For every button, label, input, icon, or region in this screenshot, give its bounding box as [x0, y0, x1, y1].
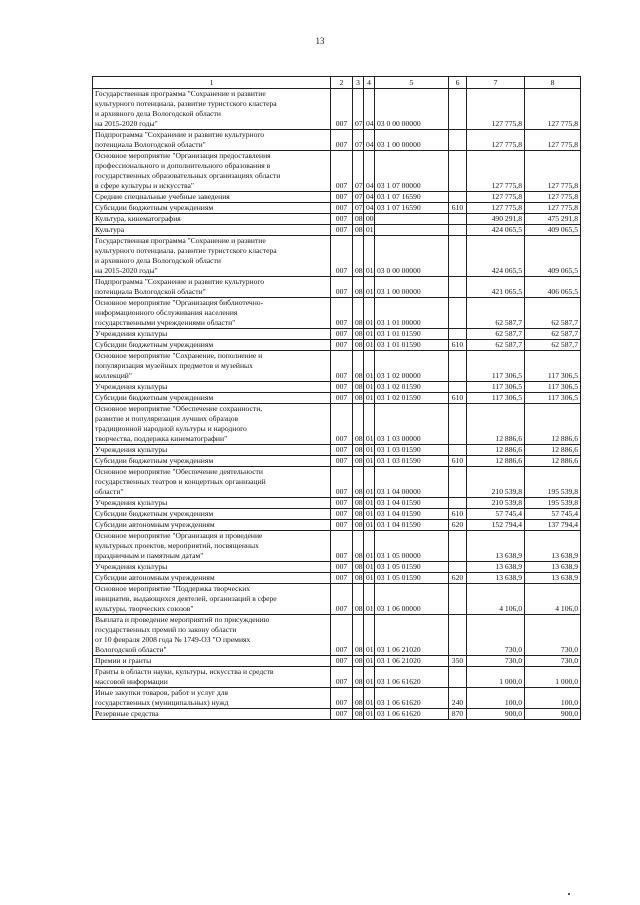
table-row — [93, 89, 581, 130]
row-admin-code: 007 — [331, 298, 353, 329]
row-admin-code: 007 — [331, 130, 353, 151]
row-subsection: 01 — [364, 520, 375, 531]
row-name: Учреждения культуры — [93, 562, 331, 573]
table-row — [93, 456, 581, 467]
row-admin-code: 007 — [331, 520, 353, 531]
table-row — [93, 498, 581, 509]
row-admin-code: 007 — [331, 277, 353, 298]
row-amount-2: 117 306,5 — [525, 351, 581, 382]
row-target-article: 03 1 04 01590 — [375, 498, 449, 509]
table-row — [93, 467, 581, 498]
row-name: Подпрограмма "Сохранение и развитие культурного потенциала Вологодской области" — [93, 277, 331, 298]
row-name: Учреждения культуры — [93, 329, 331, 340]
row-name: Учреждения культуры — [93, 382, 331, 393]
table-row — [93, 615, 581, 656]
page-number: 13 — [315, 36, 325, 46]
row-name: Культура — [93, 225, 331, 236]
row-expense-type — [449, 277, 467, 298]
row-amount-2: 409 065,5 — [525, 236, 581, 277]
row-subsection: 01 — [364, 329, 375, 340]
row-amount-1: 490 291,8 — [467, 214, 525, 225]
row-amount-2: 406 065,5 — [525, 277, 581, 298]
row-section: 08 — [353, 445, 364, 456]
row-amount-2: 475 291,8 — [525, 214, 581, 225]
table-row — [93, 203, 581, 214]
row-admin-code: 007 — [331, 498, 353, 509]
row-target-article: 03 1 02 00000 — [375, 351, 449, 382]
row-name: Основное мероприятие "Сохранение, пополнение и популяризация музейных предметов и музейных коллекций" — [93, 351, 331, 382]
row-section: 08 — [353, 520, 364, 531]
row-amount-2: 127 775,8 — [525, 130, 581, 151]
row-target-article: 03 1 05 01590 — [375, 562, 449, 573]
row-section: 08 — [353, 688, 364, 709]
row-amount-2: 57 745,4 — [525, 509, 581, 520]
row-admin-code: 007 — [331, 688, 353, 709]
row-admin-code: 007 — [331, 225, 353, 236]
row-expense-type: 620 — [449, 520, 467, 531]
row-subsection: 04 — [364, 130, 375, 151]
row-subsection: 04 — [364, 192, 375, 203]
table-row — [93, 340, 581, 351]
row-expense-type — [449, 467, 467, 498]
row-target-article: 03 1 07 16590 — [375, 203, 449, 214]
row-amount-2: 117 306,5 — [525, 393, 581, 404]
row-amount-1: 117 306,5 — [467, 393, 525, 404]
row-amount-2: 900,0 — [525, 709, 581, 720]
row-admin-code: 007 — [331, 531, 353, 562]
row-admin-code: 007 — [331, 667, 353, 688]
row-name: Субсидии бюджетным учреждениям — [93, 393, 331, 404]
table-row — [93, 214, 581, 225]
row-section: 08 — [353, 573, 364, 584]
row-admin-code: 007 — [331, 329, 353, 340]
row-amount-1: 421 065,5 — [467, 277, 525, 298]
row-expense-type — [449, 562, 467, 573]
row-section: 08 — [353, 584, 364, 615]
row-section: 08 — [353, 709, 364, 720]
budget-table — [92, 76, 581, 720]
row-amount-1: 117 306,5 — [467, 351, 525, 382]
row-name: Основное мероприятие "Обеспечение деятельности государственных театров и концертных организаций области" — [93, 467, 331, 498]
row-amount-2: 409 065,5 — [525, 225, 581, 236]
row-section: 08 — [353, 351, 364, 382]
row-amount-1: 13 638,9 — [467, 562, 525, 573]
row-section: 08 — [353, 236, 364, 277]
header-col-4: 4 — [364, 77, 375, 89]
table-row — [93, 393, 581, 404]
row-subsection: 01 — [364, 393, 375, 404]
row-name: Премии и гранты — [93, 656, 331, 667]
row-amount-1: 117 306,5 — [467, 382, 525, 393]
row-subsection: 04 — [364, 151, 375, 192]
row-section: 08 — [353, 382, 364, 393]
row-target-article: 03 1 04 01590 — [375, 509, 449, 520]
row-admin-code: 007 — [331, 573, 353, 584]
row-admin-code: 007 — [331, 456, 353, 467]
row-subsection: 04 — [364, 89, 375, 130]
table-row — [93, 584, 581, 615]
row-amount-2: 4 106,0 — [525, 584, 581, 615]
row-subsection: 01 — [364, 467, 375, 498]
row-admin-code: 007 — [331, 151, 353, 192]
row-subsection: 04 — [364, 203, 375, 214]
row-subsection: 01 — [364, 709, 375, 720]
row-subsection: 01 — [364, 573, 375, 584]
row-amount-2: 12 886,6 — [525, 445, 581, 456]
row-section: 08 — [353, 329, 364, 340]
row-section: 08 — [353, 340, 364, 351]
row-amount-2: 195 539,8 — [525, 467, 581, 498]
row-target-article: 03 1 02 01590 — [375, 393, 449, 404]
row-expense-type — [449, 498, 467, 509]
scan-speck — [568, 893, 570, 895]
row-amount-2: 100,0 — [525, 688, 581, 709]
row-subsection: 01 — [364, 615, 375, 656]
row-amount-2: 13 638,9 — [525, 573, 581, 584]
row-subsection: 01 — [364, 667, 375, 688]
row-amount-2: 13 638,9 — [525, 531, 581, 562]
row-admin-code: 007 — [331, 393, 353, 404]
row-name: Субсидии автономным учреждениям — [93, 520, 331, 531]
row-target-article: 03 1 03 00000 — [375, 404, 449, 445]
row-expense-type: 610 — [449, 393, 467, 404]
row-amount-1: 210 539,8 — [467, 467, 525, 498]
row-expense-type: 610 — [449, 203, 467, 214]
row-amount-1: 4 106,0 — [467, 584, 525, 615]
row-section: 08 — [353, 656, 364, 667]
row-section: 08 — [353, 467, 364, 498]
table-row — [93, 688, 581, 709]
row-admin-code: 007 — [331, 656, 353, 667]
header-col-7: 7 — [467, 77, 525, 89]
row-section: 08 — [353, 531, 364, 562]
row-expense-type: 610 — [449, 456, 467, 467]
row-expense-type — [449, 89, 467, 130]
row-expense-type — [449, 404, 467, 445]
row-name: Иные закупки товаров, работ и услуг для государственных (муниципальных) нужд — [93, 688, 331, 709]
row-subsection: 01 — [364, 562, 375, 573]
table-row — [93, 329, 581, 340]
row-expense-type: 870 — [449, 709, 467, 720]
row-target-article: 03 1 06 21020 — [375, 615, 449, 656]
row-name: Основное мероприятие "Обеспечение сохранности, развитие и популяризация лучших образцов традиционной народной культуры и народного творчества, поддержка кинематографии" — [93, 404, 331, 445]
row-admin-code: 007 — [331, 351, 353, 382]
row-expense-type — [449, 214, 467, 225]
row-subsection: 01 — [364, 498, 375, 509]
row-section: 08 — [353, 404, 364, 445]
header-col-5: 5 — [375, 77, 449, 89]
row-target-article: 03 1 02 01590 — [375, 382, 449, 393]
row-target-article — [375, 225, 449, 236]
row-admin-code: 007 — [331, 203, 353, 214]
row-amount-2: 127 775,8 — [525, 192, 581, 203]
row-section: 07 — [353, 130, 364, 151]
table-row — [93, 298, 581, 329]
row-section: 08 — [353, 393, 364, 404]
table-row — [93, 277, 581, 298]
row-section: 07 — [353, 203, 364, 214]
table-row — [93, 445, 581, 456]
row-amount-1: 127 775,8 — [467, 192, 525, 203]
row-expense-type — [449, 584, 467, 615]
row-name: Основное мероприятие "Поддержка творческих инициатив, выдающихся деятелей, организаций в сфере культуры, творческих союзов" — [93, 584, 331, 615]
row-expense-type — [449, 531, 467, 562]
row-amount-1: 730,0 — [467, 656, 525, 667]
row-target-article: 03 1 06 21020 — [375, 656, 449, 667]
row-amount-2: 117 306,5 — [525, 382, 581, 393]
row-expense-type — [449, 351, 467, 382]
row-target-article: 03 1 05 01590 — [375, 573, 449, 584]
row-admin-code: 007 — [331, 562, 353, 573]
row-amount-2: 137 794,4 — [525, 520, 581, 531]
row-subsection: 01 — [364, 584, 375, 615]
row-section: 08 — [353, 456, 364, 467]
row-subsection: 01 — [364, 382, 375, 393]
row-target-article: 03 1 06 61620 — [375, 688, 449, 709]
row-expense-type — [449, 236, 467, 277]
row-subsection: 00 — [364, 214, 375, 225]
row-amount-2: 62 587,7 — [525, 340, 581, 351]
row-section: 08 — [353, 615, 364, 656]
row-admin-code: 007 — [331, 615, 353, 656]
row-expense-type — [449, 225, 467, 236]
row-section: 08 — [353, 498, 364, 509]
row-admin-code: 007 — [331, 340, 353, 351]
row-expense-type — [449, 298, 467, 329]
row-amount-1: 730,0 — [467, 615, 525, 656]
row-section: 08 — [353, 667, 364, 688]
row-subsection: 01 — [364, 277, 375, 298]
row-expense-type: 620 — [449, 573, 467, 584]
row-admin-code: 007 — [331, 236, 353, 277]
row-subsection: 01 — [364, 509, 375, 520]
row-subsection: 01 — [364, 531, 375, 562]
row-target-article: 03 1 01 01590 — [375, 340, 449, 351]
row-section: 08 — [353, 562, 364, 573]
row-subsection: 01 — [364, 340, 375, 351]
header-col-8: 8 — [525, 77, 581, 89]
row-admin-code: 007 — [331, 404, 353, 445]
row-target-article: 03 1 04 00000 — [375, 467, 449, 498]
row-expense-type — [449, 615, 467, 656]
table-row — [93, 656, 581, 667]
row-amount-1: 12 886,6 — [467, 456, 525, 467]
table-row — [93, 709, 581, 720]
row-target-article: 03 0 00 00000 — [375, 236, 449, 277]
row-admin-code: 007 — [331, 192, 353, 203]
row-amount-1: 127 775,8 — [467, 151, 525, 192]
row-amount-2: 62 587,7 — [525, 329, 581, 340]
row-admin-code: 007 — [331, 584, 353, 615]
row-name: Резервные средства — [93, 709, 331, 720]
row-section: 07 — [353, 151, 364, 192]
table-row — [93, 151, 581, 192]
row-amount-1: 424 065,5 — [467, 225, 525, 236]
row-amount-2: 1 000,0 — [525, 667, 581, 688]
row-name: Гранты в области науки, культуры, искусства и средств массовой информации — [93, 667, 331, 688]
row-target-article: 03 1 05 00000 — [375, 531, 449, 562]
table-row — [93, 351, 581, 382]
row-name: Основное мероприятие "Организация предоставления профессионального и дополнительного образования в государственных образовательных организациях области в сфере культуры и искусства" — [93, 151, 331, 192]
row-subsection: 01 — [364, 445, 375, 456]
row-amount-1: 62 587,7 — [467, 340, 525, 351]
row-amount-2: 62 587,7 — [525, 298, 581, 329]
table-row — [93, 382, 581, 393]
row-expense-type — [449, 667, 467, 688]
row-subsection: 01 — [364, 404, 375, 445]
row-amount-2: 12 886,6 — [525, 456, 581, 467]
table-row — [93, 225, 581, 236]
row-target-article: 03 1 06 61620 — [375, 709, 449, 720]
header-col-3: 3 — [353, 77, 364, 89]
row-amount-1: 1 000,0 — [467, 667, 525, 688]
row-section: 08 — [353, 214, 364, 225]
row-expense-type — [449, 445, 467, 456]
row-amount-1: 127 775,8 — [467, 203, 525, 214]
row-expense-type: 350 — [449, 656, 467, 667]
row-target-article — [375, 214, 449, 225]
row-name: Учреждения культуры — [93, 445, 331, 456]
row-amount-1: 900,0 — [467, 709, 525, 720]
row-amount-1: 100,0 — [467, 688, 525, 709]
row-amount-1: 12 886,6 — [467, 404, 525, 445]
row-section: 08 — [353, 225, 364, 236]
row-amount-2: 12 886,6 — [525, 404, 581, 445]
row-amount-1: 127 775,8 — [467, 130, 525, 151]
row-amount-2: 127 775,8 — [525, 151, 581, 192]
table-row — [93, 562, 581, 573]
row-amount-1: 210 539,8 — [467, 498, 525, 509]
table-row — [93, 520, 581, 531]
row-subsection: 01 — [364, 688, 375, 709]
table-row — [93, 531, 581, 562]
row-target-article: 03 1 06 61620 — [375, 667, 449, 688]
row-target-article: 03 1 07 16590 — [375, 192, 449, 203]
row-expense-type: 610 — [449, 509, 467, 520]
row-subsection: 01 — [364, 351, 375, 382]
row-name: Государственная программа "Сохранение и развитие культурного потенциала, развитие туристского кластера и архивного дела Вологодской области на 2015-2020 годы" — [93, 89, 331, 130]
row-expense-type — [449, 130, 467, 151]
row-subsection: 01 — [364, 236, 375, 277]
row-amount-2: 195 539,8 — [525, 498, 581, 509]
row-name: Субсидии бюджетным учреждениям — [93, 456, 331, 467]
row-amount-1: 12 886,6 — [467, 445, 525, 456]
row-amount-1: 13 638,9 — [467, 573, 525, 584]
row-admin-code: 007 — [331, 382, 353, 393]
table-row — [93, 130, 581, 151]
row-target-article: 03 1 00 00000 — [375, 277, 449, 298]
row-admin-code: 007 — [331, 445, 353, 456]
table-row — [93, 509, 581, 520]
row-expense-type — [449, 329, 467, 340]
row-section: 07 — [353, 89, 364, 130]
row-amount-1: 62 587,7 — [467, 298, 525, 329]
row-expense-type — [449, 151, 467, 192]
header-col-2: 2 — [331, 77, 353, 89]
row-target-article: 03 1 03 01590 — [375, 456, 449, 467]
row-amount-1: 62 587,7 — [467, 329, 525, 340]
row-name: Субсидии бюджетным учреждениям — [93, 340, 331, 351]
row-target-article: 03 1 01 01590 — [375, 329, 449, 340]
row-amount-2: 730,0 — [525, 656, 581, 667]
table-row — [93, 236, 581, 277]
row-name: Подпрограмма "Сохранение и развитие культурного потенциала Вологодской области" — [93, 130, 331, 151]
row-amount-2: 127 775,8 — [525, 203, 581, 214]
row-name: Основное мероприятие "Организация библиотечно- информационного обслуживания населения государственными учреждениями области" — [93, 298, 331, 329]
row-subsection: 01 — [364, 456, 375, 467]
row-target-article: 03 1 07 00000 — [375, 151, 449, 192]
row-expense-type — [449, 192, 467, 203]
table-row — [93, 667, 581, 688]
table-row — [93, 404, 581, 445]
row-expense-type: 610 — [449, 340, 467, 351]
row-name: Учреждения культуры — [93, 498, 331, 509]
row-target-article: 03 0 00 00000 — [375, 89, 449, 130]
row-amount-1: 424 065,5 — [467, 236, 525, 277]
row-expense-type: 240 — [449, 688, 467, 709]
row-amount-2: 730,0 — [525, 615, 581, 656]
row-target-article: 03 1 03 01590 — [375, 445, 449, 456]
row-name: Выплата и проведение мероприятий по присуждению государственных премий по закону области от 10 февраля 2008 года № 1749-ОЗ "О премиях Вологодской области" — [93, 615, 331, 656]
row-subsection: 01 — [364, 225, 375, 236]
row-name: Субсидии бюджетным учреждениям — [93, 509, 331, 520]
row-admin-code: 007 — [331, 709, 353, 720]
row-target-article: 03 1 04 01590 — [375, 520, 449, 531]
row-amount-2: 127 775,8 — [525, 89, 581, 130]
row-subsection: 01 — [364, 298, 375, 329]
table-row — [93, 192, 581, 203]
row-admin-code: 007 — [331, 509, 353, 520]
row-admin-code: 007 — [331, 214, 353, 225]
row-name: Основное мероприятие "Организация и проведение культурных проектов, мероприятий, посвященных праздничным и памятным датам" — [93, 531, 331, 562]
table-header-row — [93, 77, 581, 89]
row-amount-1: 127 775,8 — [467, 89, 525, 130]
row-amount-1: 152 794,4 — [467, 520, 525, 531]
row-section: 08 — [353, 277, 364, 298]
row-name: Субсидии бюджетным учреждениям — [93, 203, 331, 214]
row-section: 08 — [353, 298, 364, 329]
row-admin-code: 007 — [331, 467, 353, 498]
row-name: Субсидии автономным учреждениям — [93, 573, 331, 584]
row-expense-type — [449, 382, 467, 393]
header-col-1: 1 — [93, 77, 331, 89]
table-body — [93, 77, 581, 720]
row-name: Государственная программа "Сохранение и развитие культурного потенциала, развитие туристского кластера и архивного дела Вологодской области на 2015-2020 годы" — [93, 236, 331, 277]
row-admin-code: 007 — [331, 89, 353, 130]
row-amount-1: 13 638,9 — [467, 531, 525, 562]
row-name: Культура, кинематография — [93, 214, 331, 225]
row-subsection: 01 — [364, 656, 375, 667]
table-row — [93, 573, 581, 584]
row-name: Средние специальные учебные заведения — [93, 192, 331, 203]
header-col-6: 6 — [449, 77, 467, 89]
row-section: 08 — [353, 509, 364, 520]
row-amount-2: 13 638,9 — [525, 562, 581, 573]
row-section: 07 — [353, 192, 364, 203]
row-amount-1: 57 745,4 — [467, 509, 525, 520]
row-target-article: 03 1 01 00000 — [375, 298, 449, 329]
row-target-article: 03 1 06 00000 — [375, 584, 449, 615]
row-target-article: 03 1 00 00000 — [375, 130, 449, 151]
